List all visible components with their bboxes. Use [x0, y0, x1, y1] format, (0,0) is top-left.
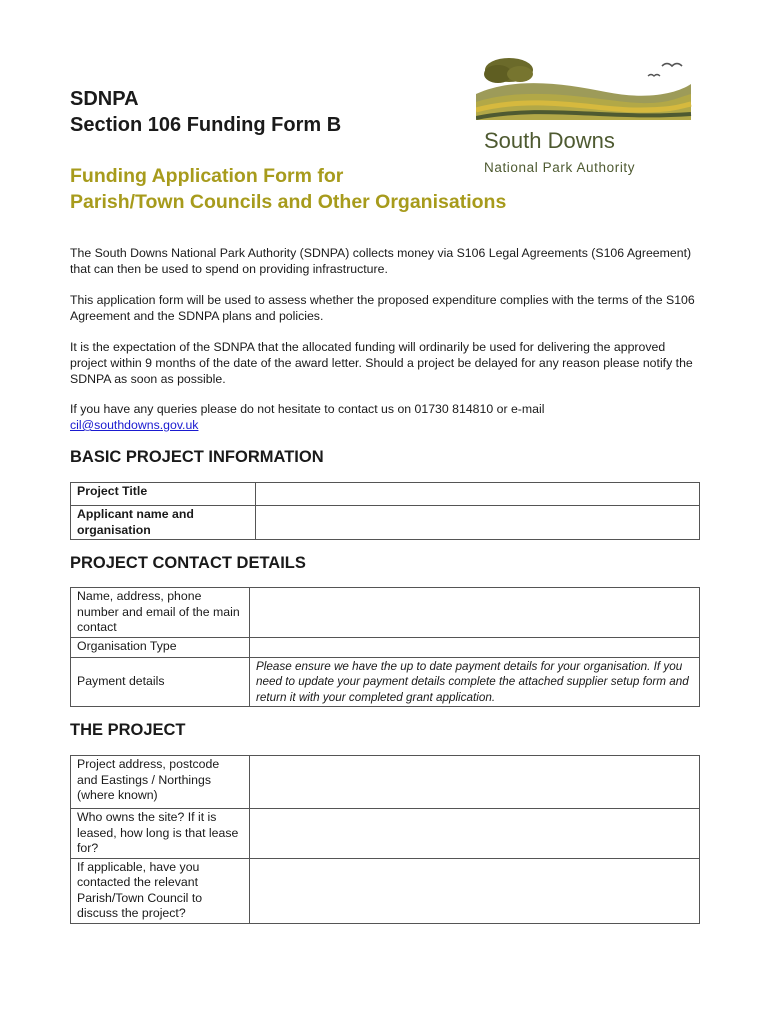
logo-subname: National Park Authority	[484, 160, 636, 175]
main-contact-label: Name, address, phone number and email of the main contact	[71, 588, 250, 638]
table-row	[71, 809, 700, 859]
logo-landscape-icon	[476, 54, 698, 134]
payment-details-label: Payment details	[71, 657, 250, 707]
site-owner-field[interactable]	[250, 809, 700, 859]
applicant-name-field[interactable]	[256, 506, 700, 540]
project-address-label: Project address, postcode and Eastings / Northings (where known)	[71, 756, 250, 809]
intro-paragraph-1: The South Downs National Park Authority (SDNPA) collects money via S106 Legal Agreements (S106 Agreement) that can then be used to spend on providing infrastructure.	[70, 246, 692, 276]
doc-title-org: SDNPA	[70, 88, 139, 110]
table-row	[71, 637, 700, 657]
project-title-label: Project Title	[71, 483, 256, 506]
form-subtitle	[70, 163, 630, 215]
table-row	[71, 858, 700, 923]
subtitle-line-1: Funding Application Form for	[70, 165, 344, 187]
table-row	[71, 483, 700, 506]
contact-paragraph	[70, 401, 700, 433]
basic-info-heading: BASIC PROJECT INFORMATION	[70, 448, 324, 466]
contact-details-table	[70, 587, 700, 707]
table-row	[71, 657, 700, 707]
basic-info-table	[70, 482, 700, 540]
applicant-name-label: Applicant name and organisation	[71, 506, 256, 540]
organisation-type-label: Organisation Type	[71, 637, 250, 657]
email-link[interactable]: cil@southdowns.gov.uk	[70, 418, 199, 432]
payment-details-note[interactable]: Please ensure we have the up to date payment details for your organisation. If you need to update your payment details complete the attached supplier setup form and return it with your completed grant application.	[250, 657, 700, 707]
table-row	[71, 588, 700, 638]
parish-contact-field[interactable]	[250, 858, 700, 923]
table-row	[71, 756, 700, 809]
contact-details-heading: PROJECT CONTACT DETAILS	[70, 554, 306, 572]
project-table	[70, 755, 700, 924]
intro-paragraph-2: This application form will be used to assess whether the proposed expenditure complies with the terms of the S106 Agreement and the SDNPA plans and policies.	[70, 293, 695, 323]
contact-text: If you have any queries please do not hesitate to contact us on 01730 814810 or e-mail	[70, 402, 545, 416]
organisation-type-field[interactable]	[250, 637, 700, 657]
logo-name: South Downs	[484, 128, 615, 153]
project-heading: THE PROJECT	[70, 721, 186, 739]
table-row	[71, 506, 700, 540]
project-title-field[interactable]	[256, 483, 700, 506]
subtitle-line-2: Parish/Town Councils and Other Organisations	[70, 191, 507, 213]
site-owner-label: Who owns the site? If it is leased, how long is that lease for?	[71, 809, 250, 859]
doc-title-form: Section 106 Funding Form B	[70, 114, 342, 136]
parish-contact-label: If applicable, have you contacted the relevant Parish/Town Council to discuss the project?	[71, 858, 250, 923]
project-address-field[interactable]	[250, 756, 700, 809]
intro-paragraph-3: It is the expectation of the SDNPA that the allocated funding will ordinarily be used for delivering the approved project within 9 months of the date of the award letter. Should a project be delayed for any reason please notify the SDNPA as soon as possible.	[70, 340, 693, 386]
main-contact-field[interactable]	[250, 588, 700, 638]
